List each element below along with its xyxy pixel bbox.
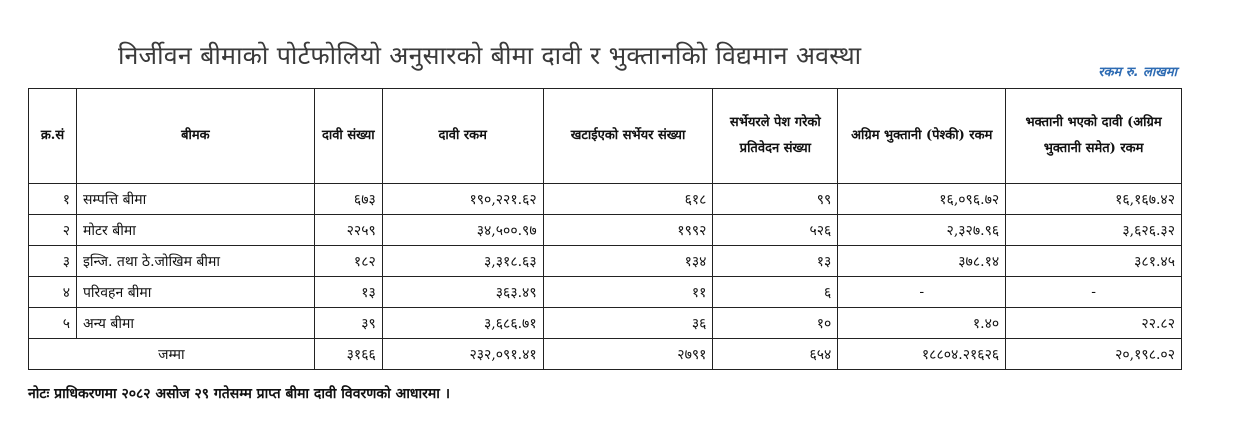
cell-surveyor-count: ३६ bbox=[543, 308, 713, 339]
header-sn: क्र.सं bbox=[29, 89, 77, 184]
cell-advance-amount: २,३२७.९६ bbox=[838, 215, 1006, 246]
cell-paid-amount: १६,१६७.४२ bbox=[1006, 184, 1182, 215]
header-claim-count: दावी संख्या bbox=[314, 89, 382, 184]
cell-insurer: अन्य बीमा bbox=[76, 308, 314, 339]
table-total-row bbox=[29, 339, 1182, 370]
cell-claim-amount: ३,६८६.७१ bbox=[382, 308, 543, 339]
cell-report-count: १३ bbox=[713, 246, 838, 277]
header-paid-amount: भक्तानी भएको दावी (अग्रिम भुक्तानी समेत) रकम bbox=[1006, 89, 1182, 184]
cell-insurer: परिवहन बीमा bbox=[76, 277, 314, 308]
cell-advance-amount: १.४० bbox=[838, 308, 1006, 339]
header-report-count: सर्भेयरले पेश गरेको प्रतिवेदन संख्या bbox=[713, 89, 838, 184]
table-row bbox=[29, 215, 1182, 246]
cell-paid-amount: - bbox=[1006, 277, 1182, 308]
cell-paid-amount: ३८१.४५ bbox=[1006, 246, 1182, 277]
total-claim-amount: २३२,०९१.४१ bbox=[382, 339, 543, 370]
cell-sn: ५ bbox=[29, 308, 77, 339]
cell-sn: ४ bbox=[29, 277, 77, 308]
cell-insurer: मोटर बीमा bbox=[76, 215, 314, 246]
cell-claim-count: २२५९ bbox=[314, 215, 382, 246]
total-surveyor-count: २७९१ bbox=[543, 339, 713, 370]
cell-sn: १ bbox=[29, 184, 77, 215]
total-paid-amount: २०,१९८.०२ bbox=[1006, 339, 1182, 370]
cell-surveyor-count: १९९२ bbox=[543, 215, 713, 246]
header-insurer: बीमक bbox=[76, 89, 314, 184]
cell-sn: २ bbox=[29, 215, 77, 246]
header-claim-amount: दावी रकम bbox=[382, 89, 543, 184]
claims-table bbox=[28, 88, 1182, 370]
cell-advance-amount: १६,०९६.७२ bbox=[838, 184, 1006, 215]
cell-claim-count: १३ bbox=[314, 277, 382, 308]
header-advance-amount: अग्रिम भुक्तानी (पेश्की) रकम bbox=[838, 89, 1006, 184]
table-row bbox=[29, 308, 1182, 339]
cell-insurer: सम्पत्ति बीमा bbox=[76, 184, 314, 215]
footnote: नोटः प्राधिकरणमा २०८२ असोज २९ गतेसम्म प्राप्त बीमा दावी विवरणको आधारमा । bbox=[28, 386, 451, 402]
cell-report-count: ९९ bbox=[713, 184, 838, 215]
table-row bbox=[29, 246, 1182, 277]
cell-advance-amount: ३७८.१४ bbox=[838, 246, 1006, 277]
total-label: जम्मा bbox=[29, 339, 315, 370]
total-report-count: ६५४ bbox=[713, 339, 838, 370]
page-title: निर्जीवन बीमाको पोर्टफोलियो अनुसारको बीमा दावी र भुक्तानकिो विद्यमान अवस्था bbox=[118, 41, 862, 70]
total-claim-count: ३१६६ bbox=[314, 339, 382, 370]
table-row bbox=[29, 184, 1182, 215]
cell-report-count: ५२६ bbox=[713, 215, 838, 246]
cell-sn: ३ bbox=[29, 246, 77, 277]
cell-claim-count: ६७३ bbox=[314, 184, 382, 215]
cell-report-count: १० bbox=[713, 308, 838, 339]
cell-surveyor-count: ११ bbox=[543, 277, 713, 308]
cell-claim-count: ३९ bbox=[314, 308, 382, 339]
cell-advance-amount: - bbox=[838, 277, 1006, 308]
cell-insurer: इन्जि. तथा ठे.जोखिम बीमा bbox=[76, 246, 314, 277]
cell-surveyor-count: १३४ bbox=[543, 246, 713, 277]
total-advance-amount: १८८०४.२१६२६ bbox=[838, 339, 1006, 370]
cell-claim-amount: १९०,२२१.६२ bbox=[382, 184, 543, 215]
table-row bbox=[29, 277, 1182, 308]
cell-paid-amount: २२.८२ bbox=[1006, 308, 1182, 339]
cell-report-count: ६ bbox=[713, 277, 838, 308]
unit-note: रकम रु. लाखमा bbox=[1098, 65, 1177, 80]
table-header-row bbox=[29, 89, 1182, 184]
cell-surveyor-count: ६१८ bbox=[543, 184, 713, 215]
cell-paid-amount: ३,६२६.३२ bbox=[1006, 215, 1182, 246]
cell-claim-count: १८२ bbox=[314, 246, 382, 277]
cell-claim-amount: ३४,५००.९७ bbox=[382, 215, 543, 246]
header-surveyor-count: खटाईएको सर्भेयर संख्या bbox=[543, 89, 713, 184]
cell-claim-amount: ३,३१८.६३ bbox=[382, 246, 543, 277]
cell-claim-amount: ३६३.४९ bbox=[382, 277, 543, 308]
